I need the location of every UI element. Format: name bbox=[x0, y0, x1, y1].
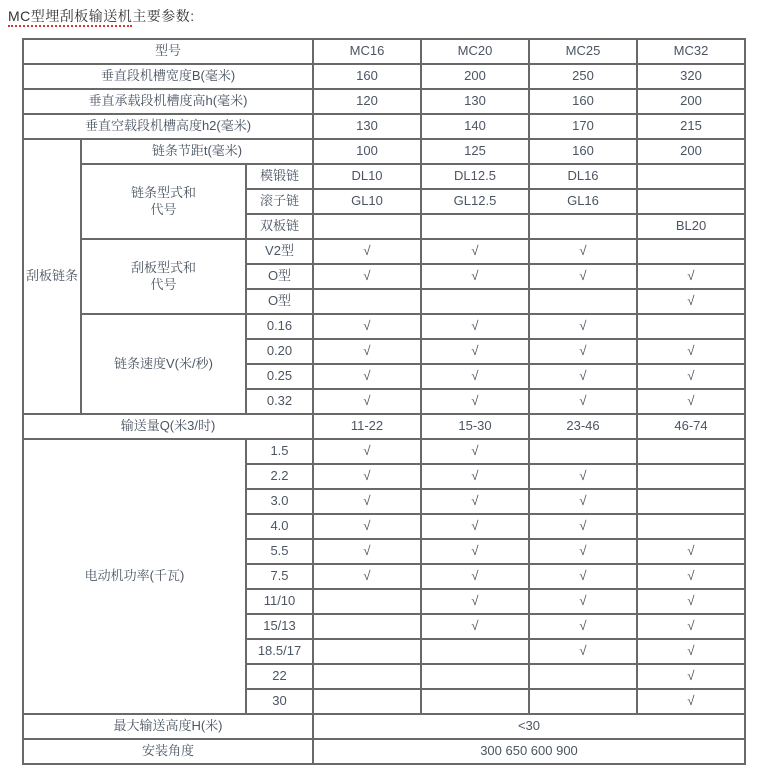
group-label-chain-speed: 链条速度V(米/秒) bbox=[81, 314, 246, 414]
param-value: 23-46 bbox=[529, 414, 637, 439]
check-cell: √ bbox=[421, 239, 529, 264]
check-cell: √ bbox=[421, 314, 529, 339]
sub-label: 15/13 bbox=[246, 614, 313, 639]
param-value: 200 bbox=[637, 139, 745, 164]
check-cell: √ bbox=[529, 314, 637, 339]
table-row bbox=[23, 239, 745, 264]
check-cell: √ bbox=[637, 264, 745, 289]
check-cell: √ bbox=[313, 464, 421, 489]
check-cell: √ bbox=[637, 614, 745, 639]
check-cell bbox=[421, 664, 529, 689]
table-row bbox=[23, 114, 745, 139]
check-cell: √ bbox=[529, 514, 637, 539]
check-cell: √ bbox=[313, 239, 421, 264]
check-cell: √ bbox=[529, 264, 637, 289]
check-cell: √ bbox=[637, 539, 745, 564]
check-cell: √ bbox=[421, 514, 529, 539]
model-cell: MC16 bbox=[313, 39, 421, 64]
check-cell bbox=[637, 239, 745, 264]
sub-label: 0.20 bbox=[246, 339, 313, 364]
sub-label: 11/10 bbox=[246, 589, 313, 614]
param-label: 垂直段机槽宽度B(毫米) bbox=[23, 64, 313, 89]
check-cell: √ bbox=[529, 564, 637, 589]
check-cell bbox=[313, 289, 421, 314]
param-value: 250 bbox=[529, 64, 637, 89]
group-label-chain-type bbox=[81, 164, 246, 239]
param-value: DL10 bbox=[313, 164, 421, 189]
check-cell: √ bbox=[313, 264, 421, 289]
param-label: 安装角度 bbox=[23, 739, 313, 764]
param-value: 170 bbox=[529, 114, 637, 139]
check-cell: √ bbox=[637, 389, 745, 414]
check-cell bbox=[637, 489, 745, 514]
param-value bbox=[313, 214, 421, 239]
check-cell bbox=[313, 614, 421, 639]
check-cell: √ bbox=[637, 689, 745, 714]
table-row bbox=[23, 164, 745, 189]
check-cell: √ bbox=[529, 539, 637, 564]
param-value: 160 bbox=[529, 139, 637, 164]
param-value: 160 bbox=[313, 64, 421, 89]
check-cell bbox=[637, 314, 745, 339]
check-cell: √ bbox=[529, 614, 637, 639]
param-value: 100 bbox=[313, 139, 421, 164]
param-value: GL12.5 bbox=[421, 189, 529, 214]
table-row bbox=[23, 64, 745, 89]
check-cell bbox=[313, 639, 421, 664]
param-value bbox=[421, 214, 529, 239]
param-value-span: <30 bbox=[313, 714, 745, 739]
check-cell: √ bbox=[529, 339, 637, 364]
spec-table bbox=[22, 38, 746, 765]
param-value: 15-30 bbox=[421, 414, 529, 439]
sub-label: 2.2 bbox=[246, 464, 313, 489]
sub-label: 1.5 bbox=[246, 439, 313, 464]
check-cell: √ bbox=[313, 339, 421, 364]
check-cell bbox=[313, 589, 421, 614]
model-cell: MC25 bbox=[529, 39, 637, 64]
check-cell: √ bbox=[313, 514, 421, 539]
param-label: 最大输送高度H(米) bbox=[23, 714, 313, 739]
sub-label: 7.5 bbox=[246, 564, 313, 589]
check-cell bbox=[637, 464, 745, 489]
model-header-label: 型号 bbox=[23, 39, 313, 64]
check-cell: √ bbox=[637, 589, 745, 614]
param-value: DL16 bbox=[529, 164, 637, 189]
check-cell: √ bbox=[529, 489, 637, 514]
sub-label: 滚子链 bbox=[246, 189, 313, 214]
check-cell bbox=[529, 289, 637, 314]
check-cell bbox=[421, 289, 529, 314]
param-value: BL20 bbox=[637, 214, 745, 239]
check-cell bbox=[529, 689, 637, 714]
check-cell: √ bbox=[421, 564, 529, 589]
param-value: 160 bbox=[529, 89, 637, 114]
param-value: 46-74 bbox=[637, 414, 745, 439]
check-cell: √ bbox=[421, 464, 529, 489]
check-cell: √ bbox=[529, 464, 637, 489]
param-value: DL12.5 bbox=[421, 164, 529, 189]
param-label: 垂直承载段机槽度高h(毫米) bbox=[23, 89, 313, 114]
check-cell bbox=[529, 439, 637, 464]
table-row bbox=[23, 739, 745, 764]
param-value: 200 bbox=[637, 89, 745, 114]
table-row bbox=[23, 714, 745, 739]
sub-label: 模锻链 bbox=[246, 164, 313, 189]
param-value: 125 bbox=[421, 139, 529, 164]
param-value bbox=[637, 189, 745, 214]
check-cell bbox=[313, 689, 421, 714]
check-cell: √ bbox=[637, 664, 745, 689]
page-title-underlined: MC型埋刮板输送机 bbox=[8, 8, 132, 27]
sub-label: 18.5/17 bbox=[246, 639, 313, 664]
param-value: 130 bbox=[313, 114, 421, 139]
table-row bbox=[23, 89, 745, 114]
sub-label: 双板链 bbox=[246, 214, 313, 239]
check-cell: √ bbox=[637, 339, 745, 364]
group-label-motor-power: 电动机功率(千瓦) bbox=[23, 439, 246, 714]
check-cell: √ bbox=[421, 614, 529, 639]
check-cell bbox=[421, 639, 529, 664]
check-cell: √ bbox=[529, 589, 637, 614]
param-label: 输送量Q(米3/时) bbox=[23, 414, 313, 439]
param-value: GL16 bbox=[529, 189, 637, 214]
section-label-scraper-chain: 刮板链条 bbox=[23, 139, 81, 414]
param-value: 215 bbox=[637, 114, 745, 139]
check-cell: √ bbox=[421, 364, 529, 389]
group-label-text: 链条型式和代号 bbox=[130, 185, 196, 217]
check-cell: √ bbox=[529, 639, 637, 664]
param-value: 320 bbox=[637, 64, 745, 89]
table-row bbox=[23, 439, 745, 464]
param-label: 垂直空载段机槽高度h2(毫米) bbox=[23, 114, 313, 139]
check-cell: √ bbox=[637, 364, 745, 389]
check-cell: √ bbox=[637, 639, 745, 664]
sub-label: 0.25 bbox=[246, 364, 313, 389]
check-cell bbox=[637, 439, 745, 464]
check-cell: √ bbox=[637, 564, 745, 589]
sub-label: 5.5 bbox=[246, 539, 313, 564]
group-label-text: 刮板型式和代号 bbox=[130, 260, 196, 292]
param-value: 140 bbox=[421, 114, 529, 139]
sub-label: 30 bbox=[246, 689, 313, 714]
check-cell: √ bbox=[313, 564, 421, 589]
check-cell bbox=[637, 514, 745, 539]
table-row bbox=[23, 414, 745, 439]
table-row bbox=[23, 39, 745, 64]
table-row bbox=[23, 139, 745, 164]
table-row bbox=[23, 314, 745, 339]
check-cell: √ bbox=[421, 539, 529, 564]
param-value: 120 bbox=[313, 89, 421, 114]
group-label-scraper-type bbox=[81, 239, 246, 314]
sub-label: 0.16 bbox=[246, 314, 313, 339]
param-value: 11-22 bbox=[313, 414, 421, 439]
sub-label: O型 bbox=[246, 264, 313, 289]
param-value: 130 bbox=[421, 89, 529, 114]
check-cell: √ bbox=[313, 539, 421, 564]
check-cell: √ bbox=[529, 389, 637, 414]
page-title bbox=[8, 6, 766, 26]
sub-label: 0.32 bbox=[246, 389, 313, 414]
check-cell: √ bbox=[637, 289, 745, 314]
check-cell: √ bbox=[313, 389, 421, 414]
sub-label: 22 bbox=[246, 664, 313, 689]
model-cell: MC32 bbox=[637, 39, 745, 64]
check-cell: √ bbox=[421, 339, 529, 364]
check-cell: √ bbox=[421, 389, 529, 414]
param-value: 200 bbox=[421, 64, 529, 89]
check-cell: √ bbox=[421, 589, 529, 614]
check-cell: √ bbox=[313, 314, 421, 339]
check-cell bbox=[421, 689, 529, 714]
check-cell: √ bbox=[421, 264, 529, 289]
check-cell: √ bbox=[421, 439, 529, 464]
check-cell: √ bbox=[313, 364, 421, 389]
model-cell: MC20 bbox=[421, 39, 529, 64]
page-title-rest: 主要参数: bbox=[132, 8, 195, 24]
check-cell bbox=[313, 664, 421, 689]
check-cell: √ bbox=[313, 489, 421, 514]
param-value bbox=[637, 164, 745, 189]
check-cell: √ bbox=[529, 364, 637, 389]
sub-label: 3.0 bbox=[246, 489, 313, 514]
check-cell: √ bbox=[313, 439, 421, 464]
param-label: 链条节距t(毫米) bbox=[81, 139, 313, 164]
sub-label: 4.0 bbox=[246, 514, 313, 539]
param-value-span: 300 650 600 900 bbox=[313, 739, 745, 764]
param-value: GL10 bbox=[313, 189, 421, 214]
sub-label: O型 bbox=[246, 289, 313, 314]
check-cell: √ bbox=[421, 489, 529, 514]
sub-label: V2型 bbox=[246, 239, 313, 264]
param-value bbox=[529, 214, 637, 239]
check-cell: √ bbox=[529, 239, 637, 264]
check-cell bbox=[529, 664, 637, 689]
